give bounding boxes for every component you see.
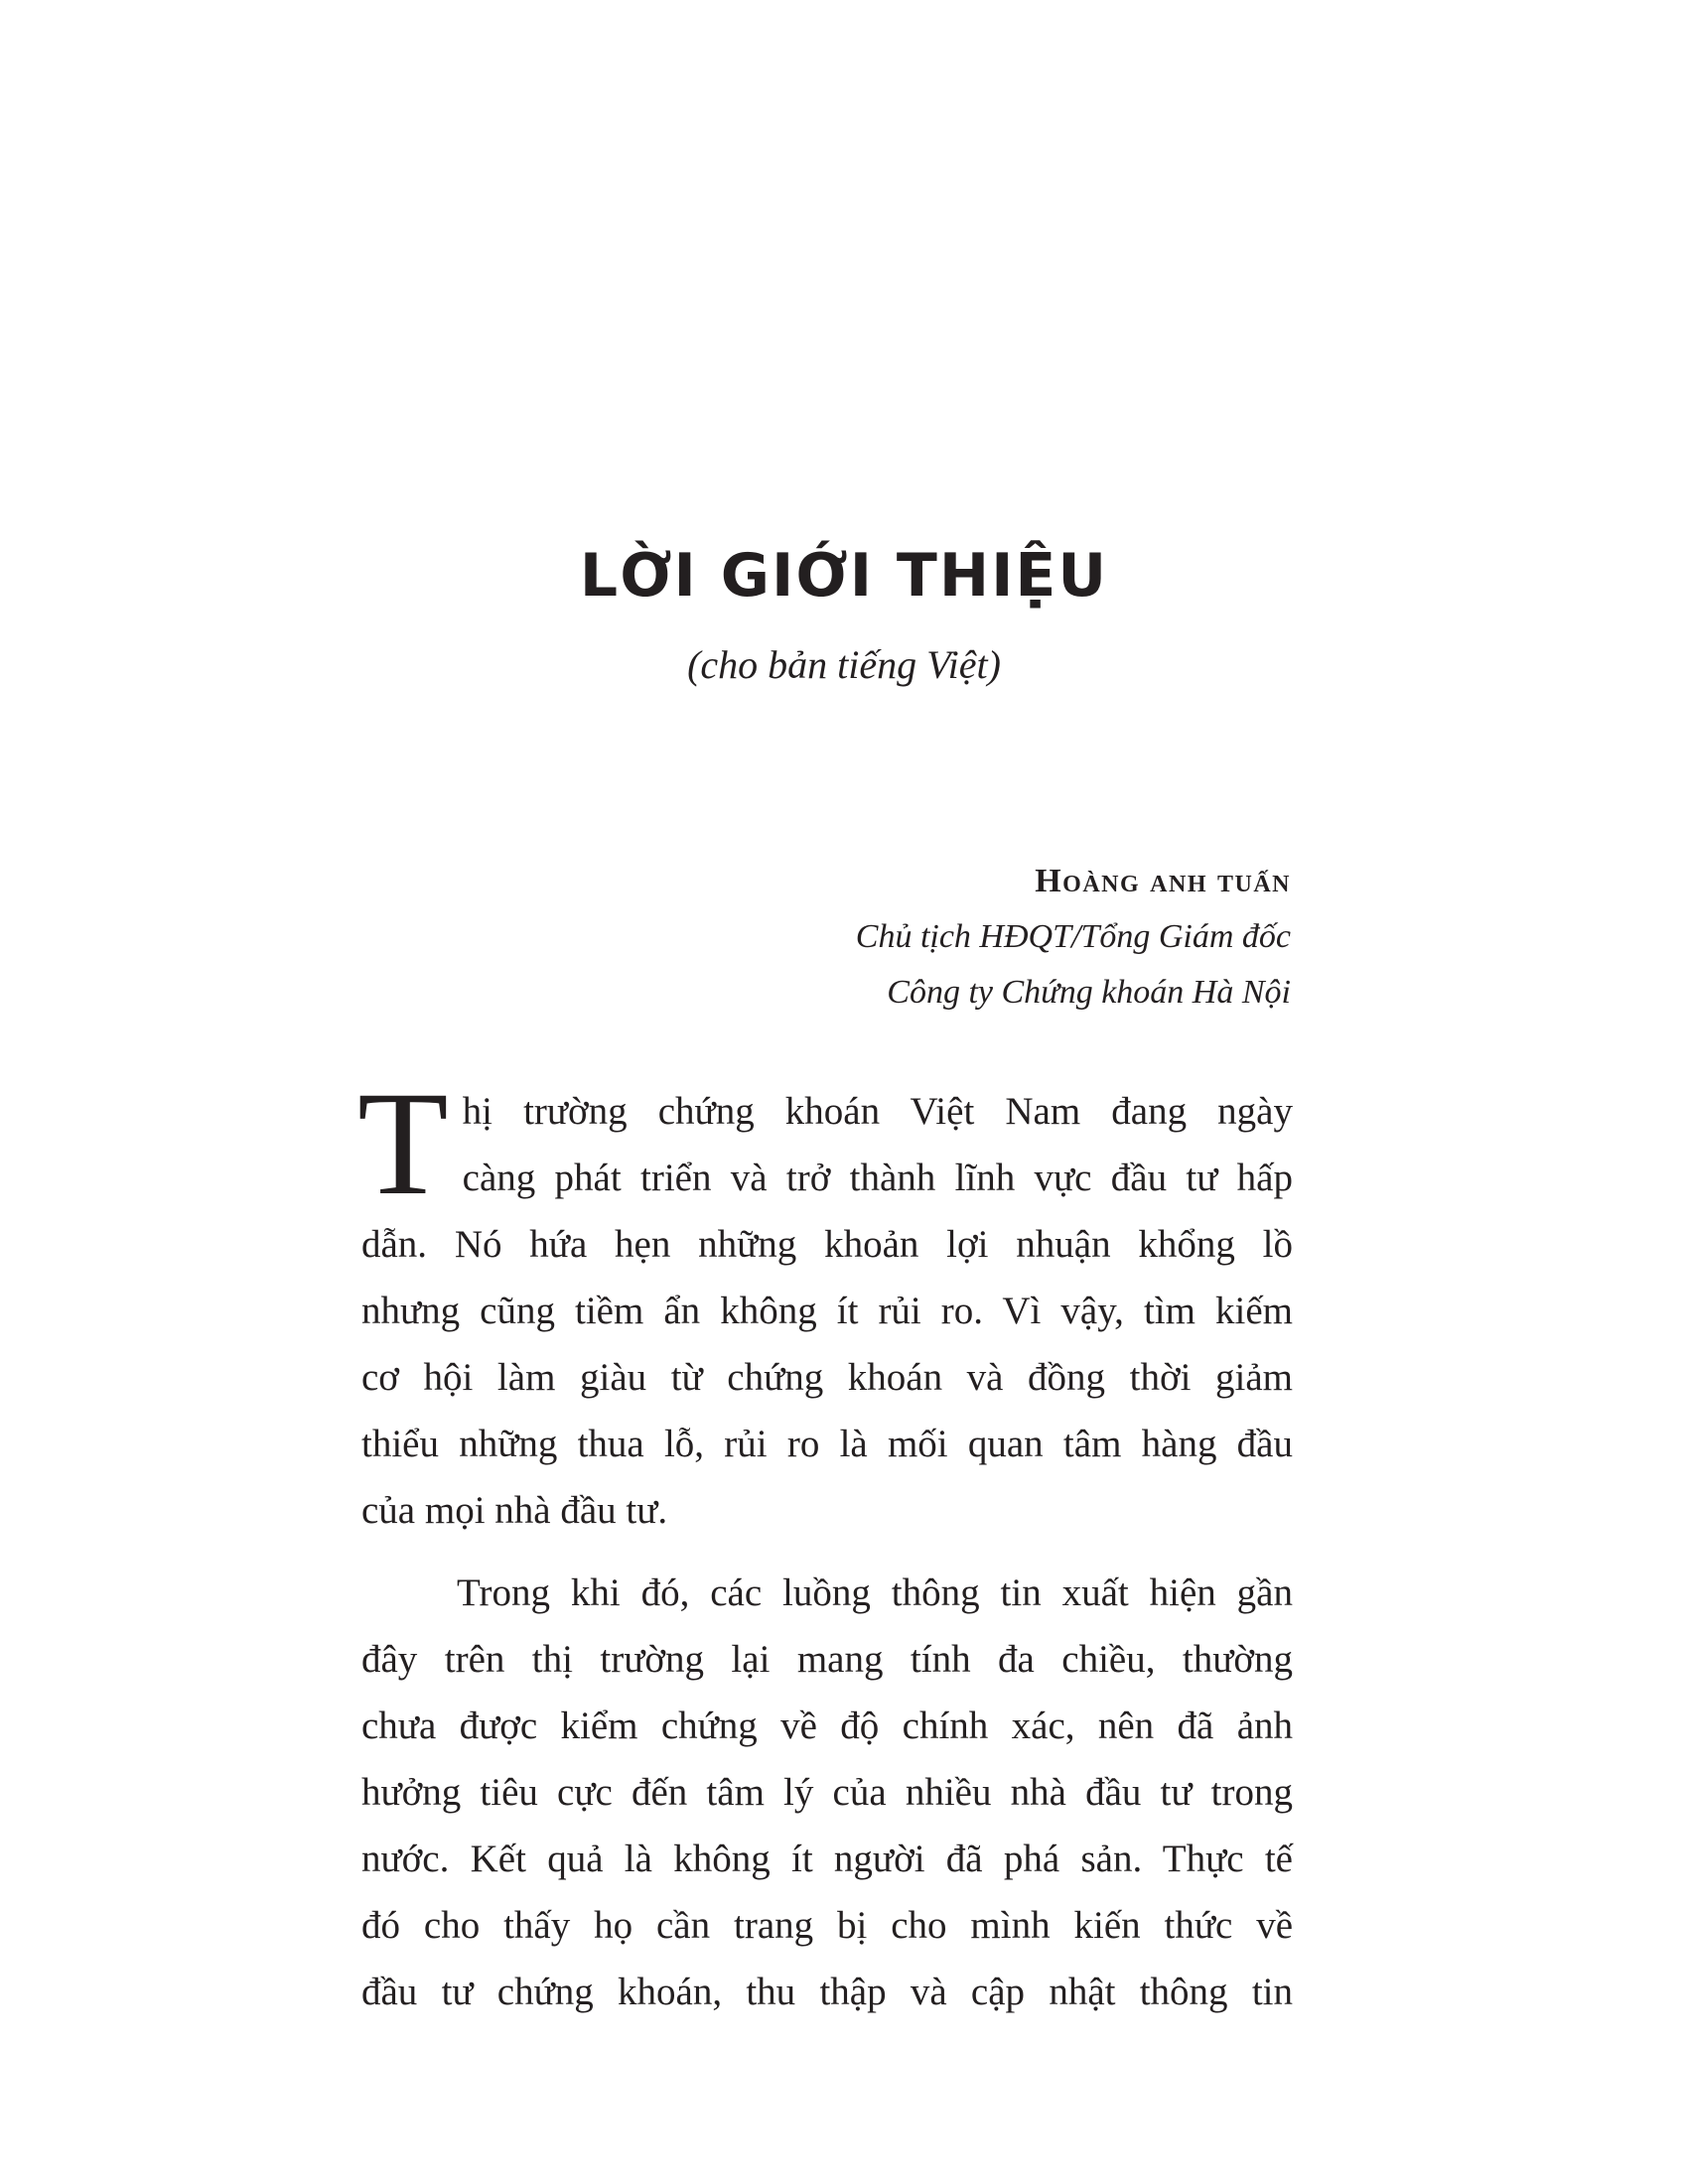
paragraph-1 xyxy=(357,1061,1293,1544)
author-block xyxy=(397,854,1291,1021)
page-title: LỜI GIỚI THIỆU xyxy=(579,541,1109,611)
paragraph-1-line: của mọi nhà đầu tư. xyxy=(361,1489,668,1532)
paragraph-2-line: đó cho thấy họ cần trang bị cho mình kiến thức về xyxy=(361,1904,1293,1947)
paragraph-2-line-text: Trong khi đó, các luồng thông tin xuất hiện gần xyxy=(457,1571,1293,1614)
paragraph-2-line: nước. Kết quả là không ít người đã phá sản. Thực tế xyxy=(361,1838,1293,1880)
paragraph-1-line: dẫn. Nó hứa hẹn những khoản lợi nhuận khổng lồ xyxy=(361,1223,1293,1266)
paragraph-2-line: chưa được kiểm chứng về độ chính xác, nên đã ảnh xyxy=(361,1705,1293,1747)
paragraph-2-line: đầu tư chứng khoán, thu thập và cập nhật thông tin xyxy=(361,1971,1293,2013)
paragraph-2-line-first xyxy=(361,1560,1293,1626)
paragraph-2-line: đây trên thị trường lại mang tính đa chiều, thường xyxy=(361,1638,1293,1681)
page-subtitle: (cho bản tiếng Việt) xyxy=(687,642,1001,687)
paragraph-2-line: hưởng tiêu cực đến tâm lý của nhiều nhà đầu tư trong xyxy=(361,1771,1293,1814)
paragraph-1-line: nhưng cũng tiềm ẩn không ít rủi ro. Vì vậy, tìm kiếm xyxy=(361,1290,1293,1332)
author-role-line-2: Công ty Chứng khoán Hà Nội xyxy=(887,974,1291,1011)
author-name: Hoàng anh tuấn xyxy=(1035,863,1291,899)
author-role-line-1: Chủ tịch HĐQT/Tổng Giám đốc xyxy=(855,918,1291,955)
paragraph-1-line: hị trường chứng khoán Việt Nam đang ngày xyxy=(462,1090,1293,1133)
paragraph-1-line: thiểu những thua lỗ, rủi ro là mối quan tâm hàng đầu xyxy=(361,1423,1293,1465)
body-text xyxy=(357,1061,1293,2025)
paragraph-1-line: càng phát triển và trở thành lĩnh vực đầu tư hấp xyxy=(462,1157,1293,1199)
paragraph-2 xyxy=(361,1560,1293,2025)
drop-cap: T xyxy=(357,1061,449,1226)
paragraph-1-line: cơ hội làm giàu từ chứng khoán và đồng thời giảm xyxy=(361,1356,1293,1399)
